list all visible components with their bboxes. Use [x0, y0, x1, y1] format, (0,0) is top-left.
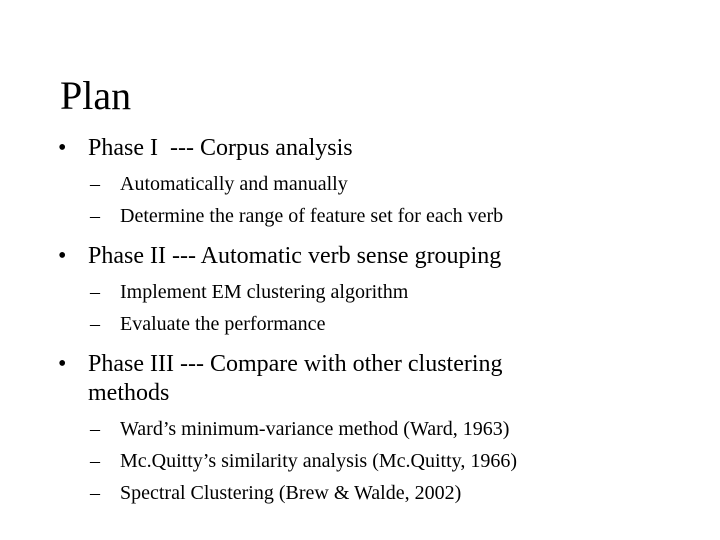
sub-marker: –	[90, 450, 100, 472]
sub-item-text: Automatically and manually	[120, 173, 348, 195]
sub-item	[90, 168, 678, 200]
bullet-phase-3	[58, 350, 678, 509]
bullet-text: Phase II --- Automatic verb sense grouping	[88, 243, 502, 269]
bullet-text: Phase I --- Corpus analysis	[88, 135, 353, 161]
sub-list	[88, 168, 678, 232]
sub-marker: –	[90, 173, 100, 195]
sub-item	[90, 200, 678, 232]
bullet-text: Phase III --- Compare with other clustering methods	[88, 351, 503, 406]
sub-item-text: Determine the range of feature set for each verb	[120, 205, 504, 227]
sub-item-text: Mc.Quitty’s similarity analysis (Mc.Quitty, 1966)	[120, 450, 518, 472]
sub-item-text: Ward’s minimum-variance method (Ward, 1963)	[120, 418, 510, 440]
bullet-list	[58, 134, 678, 509]
sub-item	[90, 276, 678, 308]
bullet-marker: •	[58, 351, 67, 377]
slide-title: Plan	[60, 73, 132, 118]
sub-marker: –	[90, 418, 100, 440]
bullet-phase-2	[58, 242, 678, 340]
sub-item-text: Evaluate the performance	[120, 313, 326, 335]
sub-marker: –	[90, 313, 100, 335]
sub-item	[90, 477, 678, 509]
sub-item	[90, 308, 678, 340]
bullet-phase-1	[58, 134, 678, 232]
sub-list	[88, 276, 678, 340]
sub-marker: –	[90, 482, 100, 504]
bullet-marker: •	[58, 243, 67, 269]
sub-item-text: Implement EM clustering algorithm	[120, 281, 409, 303]
sub-item-text: Spectral Clustering (Brew & Walde, 2002)	[120, 482, 462, 504]
bullet-marker: •	[58, 135, 67, 161]
sub-marker: –	[90, 205, 100, 227]
sub-marker: –	[90, 281, 100, 303]
sub-list	[88, 413, 678, 509]
sub-item	[90, 445, 678, 477]
sub-item	[90, 413, 678, 445]
